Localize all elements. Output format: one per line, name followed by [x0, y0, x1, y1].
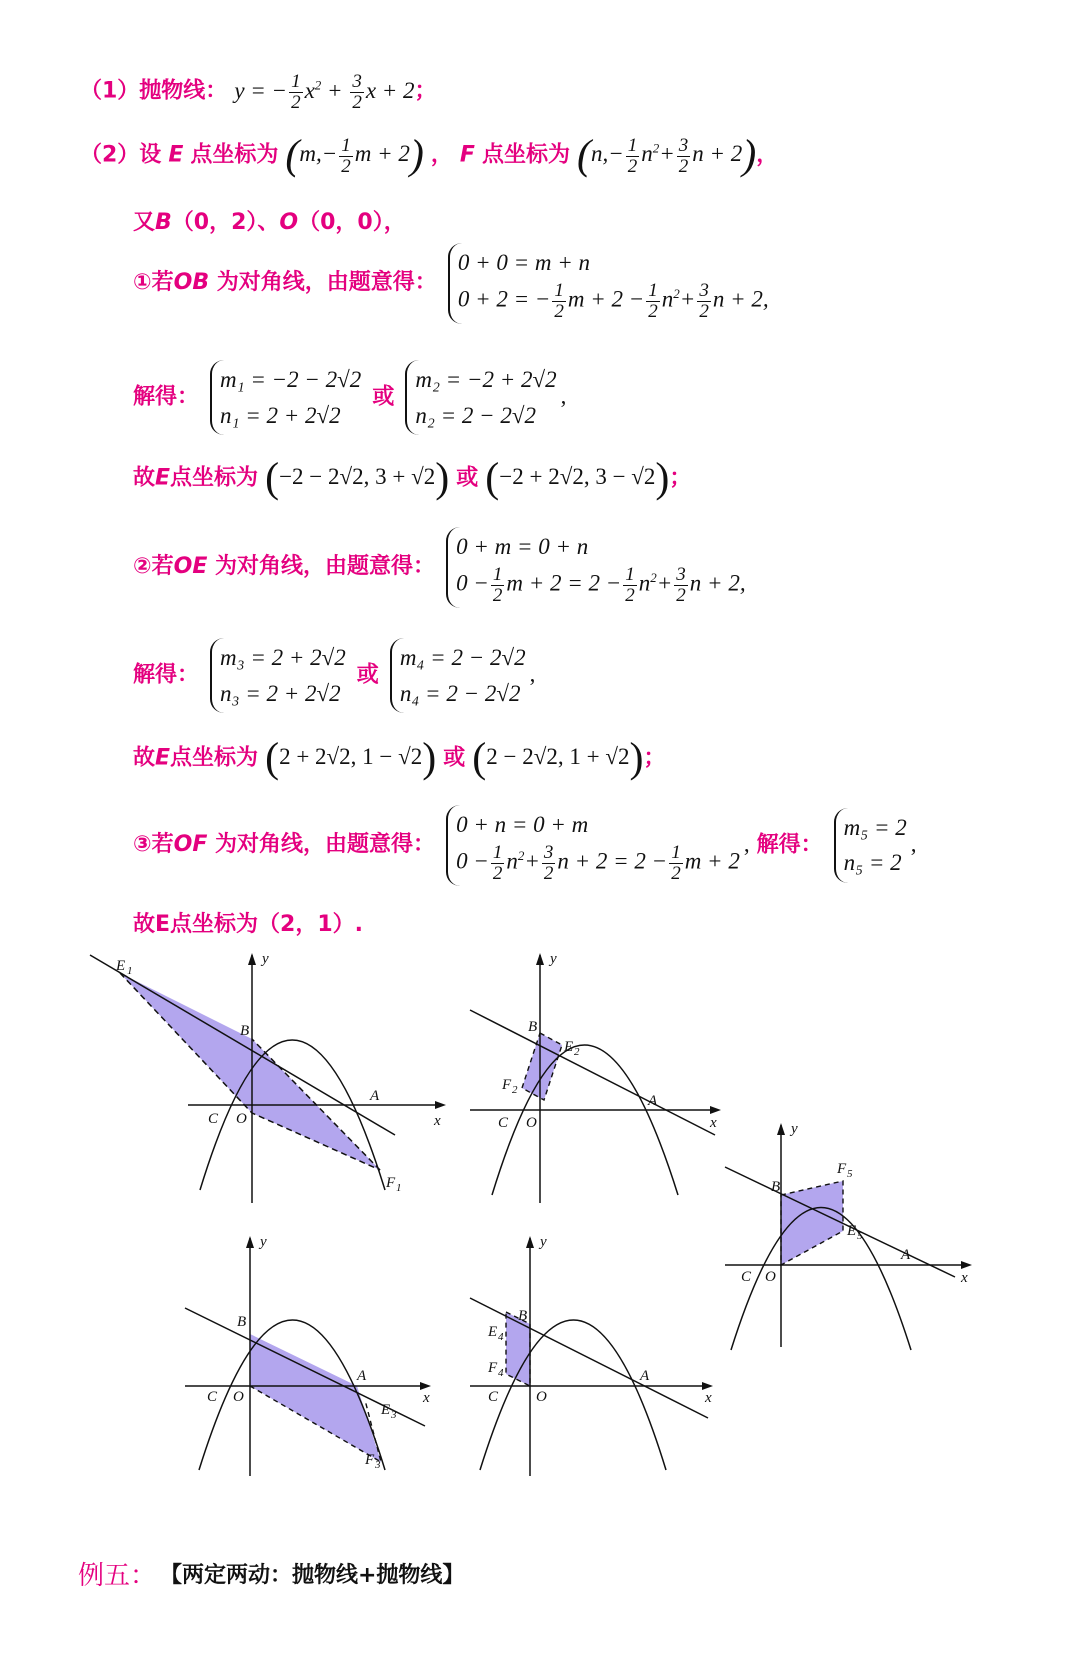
svg-text:A: A: [640, 1368, 650, 1384]
svg-text:x: x: [705, 1390, 712, 1406]
svg-text:C: C: [741, 1269, 752, 1285]
svg-text:B: B: [528, 1019, 538, 1035]
svg-text:x: x: [710, 1115, 717, 1131]
svg-text:C: C: [488, 1389, 499, 1405]
figure-5: [725, 1121, 975, 1350]
part1-line: （1）抛物线： y = − $\frac{1}{2}$ $x^2$ + $\frac{3}{2}$ x + 2；: [80, 71, 437, 113]
case1-solve: 解得： m₁ = −2 − 2√2 n₁ = 2 + 2√2 或 m₂ = −2 + 2√2 n₂ = 2 − 2√2 ,: [133, 360, 566, 435]
svg-text:x: x: [423, 1390, 430, 1406]
svg-text:B: B: [771, 1179, 781, 1195]
case1-result: 故E点坐标为 (−2 − 2√2, 3 + √2) 或 (−2 + 2√2, 3 − √2)；: [133, 456, 692, 502]
svg-text:O: O: [526, 1115, 537, 1131]
part2-label: （2）设: [80, 142, 162, 168]
svg-text:F: F: [837, 1161, 847, 1177]
svg-text:O: O: [233, 1389, 244, 1405]
svg-text:E: E: [116, 958, 126, 974]
part2-line: （2）设 E 点坐标为 (m,− $\frac{1}{2}$ m + 2) ， F 点坐标为 (n,− $\frac{1}{2}$ $n^2+$ $\frac{3}{2}$ n + 2)，: [80, 133, 779, 179]
example-title: 【两定两动：抛物线+抛物线】: [160, 1563, 465, 1588]
svg-text:E: E: [381, 1402, 391, 1418]
figure-1: [80, 951, 450, 1205]
case2-system: 0 + m = 0 + n 0 − $\frac{1}{2}$ m + 2 = 2 − $\frac{1}{2}$ $n^2+$ $\frac{3}{2}$ n + 2,: [446, 527, 746, 608]
svg-text:B: B: [518, 1308, 528, 1324]
svg-text:B: B: [237, 1314, 247, 1330]
svg-text:F: F: [386, 1175, 396, 1191]
svg-text:A: A: [648, 1093, 658, 1109]
svg-text:E: E: [488, 1324, 498, 1340]
case3-result: 故E点坐标为（2，1）.: [133, 912, 364, 937]
svg-text:O: O: [765, 1269, 776, 1285]
svg-text:4: 4: [498, 1367, 504, 1379]
svg-text:x: x: [434, 1113, 441, 1129]
figure-3: [185, 1234, 450, 1478]
also-line: 又B（0，2）、O（0，0），: [133, 210, 406, 235]
svg-text:O: O: [536, 1389, 547, 1405]
case2-line: ②若OE 为对角线，由题意得： 0 + m = 0 + n 0 − $\frac{1}{2}$ m + 2 = 2 − $\frac{1}{2}$ $n^2+$ $\frac{3}{2}$ n + 2,: [133, 527, 750, 608]
svg-text:O: O: [236, 1111, 247, 1127]
svg-text:4: 4: [498, 1331, 504, 1343]
svg-text:2: 2: [574, 1046, 580, 1058]
svg-text:B: B: [240, 1023, 250, 1039]
svg-text:y: y: [262, 951, 269, 967]
case2-solve: 解得： m₃ = 2 + 2√2 n₃ = 2 + 2√2 或 m₄ = 2 − 2√2 n₄ = 2 − 2√2 ,: [133, 638, 535, 713]
part1-label: （1）抛物线：: [80, 78, 228, 104]
svg-text:x: x: [961, 1270, 968, 1286]
part1-eq: y = − $\frac{1}{2}$ $x^2$ + $\frac{3}{2}$ x + 2: [234, 71, 415, 113]
case3-line: ③若OF 为对角线，由题意得： 0 + n = 0 + m 0 − $\frac{1}{2}$ $n^2+$ $\frac{3}{2}$ n + 2 = 2 − $\frac{1}{2}$ m + 2 , 解得： m₅ = 2 n₅ = 2 ,: [133, 805, 916, 886]
svg-text:C: C: [207, 1389, 218, 1405]
svg-text:2: 2: [512, 1084, 518, 1096]
case2-result: 故E点坐标为 (2 + 2√2, 1 − √2) 或 (2 − 2√2, 1 + √2)；: [133, 736, 666, 782]
svg-text:A: A: [357, 1368, 367, 1384]
case3-system: 0 + n = 0 + m 0 − $\frac{1}{2}$ $n^2+$ $\frac{3}{2}$ n + 2 = 2 − $\frac{1}{2}$ m + 2: [446, 805, 740, 886]
svg-text:y: y: [540, 1234, 547, 1250]
svg-text:E: E: [564, 1039, 574, 1055]
figure-2: [470, 951, 730, 1205]
f-coord: (n,− $\frac{1}{2}$ $n^2+$ $\frac{3}{2}$ n + 2): [576, 133, 757, 179]
svg-text:F: F: [365, 1452, 375, 1468]
svg-text:C: C: [498, 1115, 509, 1131]
svg-text:F: F: [502, 1077, 512, 1093]
svg-text:y: y: [550, 951, 557, 967]
svg-text:3: 3: [375, 1459, 381, 1471]
svg-text:1: 1: [127, 965, 133, 977]
figure-4: [470, 1234, 735, 1478]
svg-text:1: 1: [396, 1182, 402, 1194]
svg-text:A: A: [370, 1088, 380, 1104]
svg-text:y: y: [260, 1234, 267, 1250]
svg-text:y: y: [791, 1121, 798, 1137]
e-coord: (m,− $\frac{1}{2}$ m + 2): [285, 133, 424, 179]
svg-text:5: 5: [857, 1230, 863, 1242]
case1-line: ①若OB 为对角线，由题意得： 0 + 0 = m + n 0 + 2 = − $\frac{1}{2}$ m + 2 − $\frac{1}{2}$ $n^2+$ $\frac{3}{2}$ n + 2,: [133, 243, 773, 324]
svg-text:5: 5: [847, 1168, 853, 1180]
example-label: 例五：: [78, 1561, 157, 1590]
svg-text:A: A: [901, 1247, 911, 1263]
svg-text:C: C: [208, 1111, 219, 1127]
svg-text:E: E: [847, 1223, 857, 1239]
svg-text:3: 3: [391, 1409, 397, 1421]
svg-text:F: F: [488, 1360, 498, 1376]
case1-system: 0 + 0 = m + n 0 + 2 = − $\frac{1}{2}$ m + 2 − $\frac{1}{2}$ $n^2+$ $\frac{3}{2}$ n + 2,: [448, 243, 769, 324]
